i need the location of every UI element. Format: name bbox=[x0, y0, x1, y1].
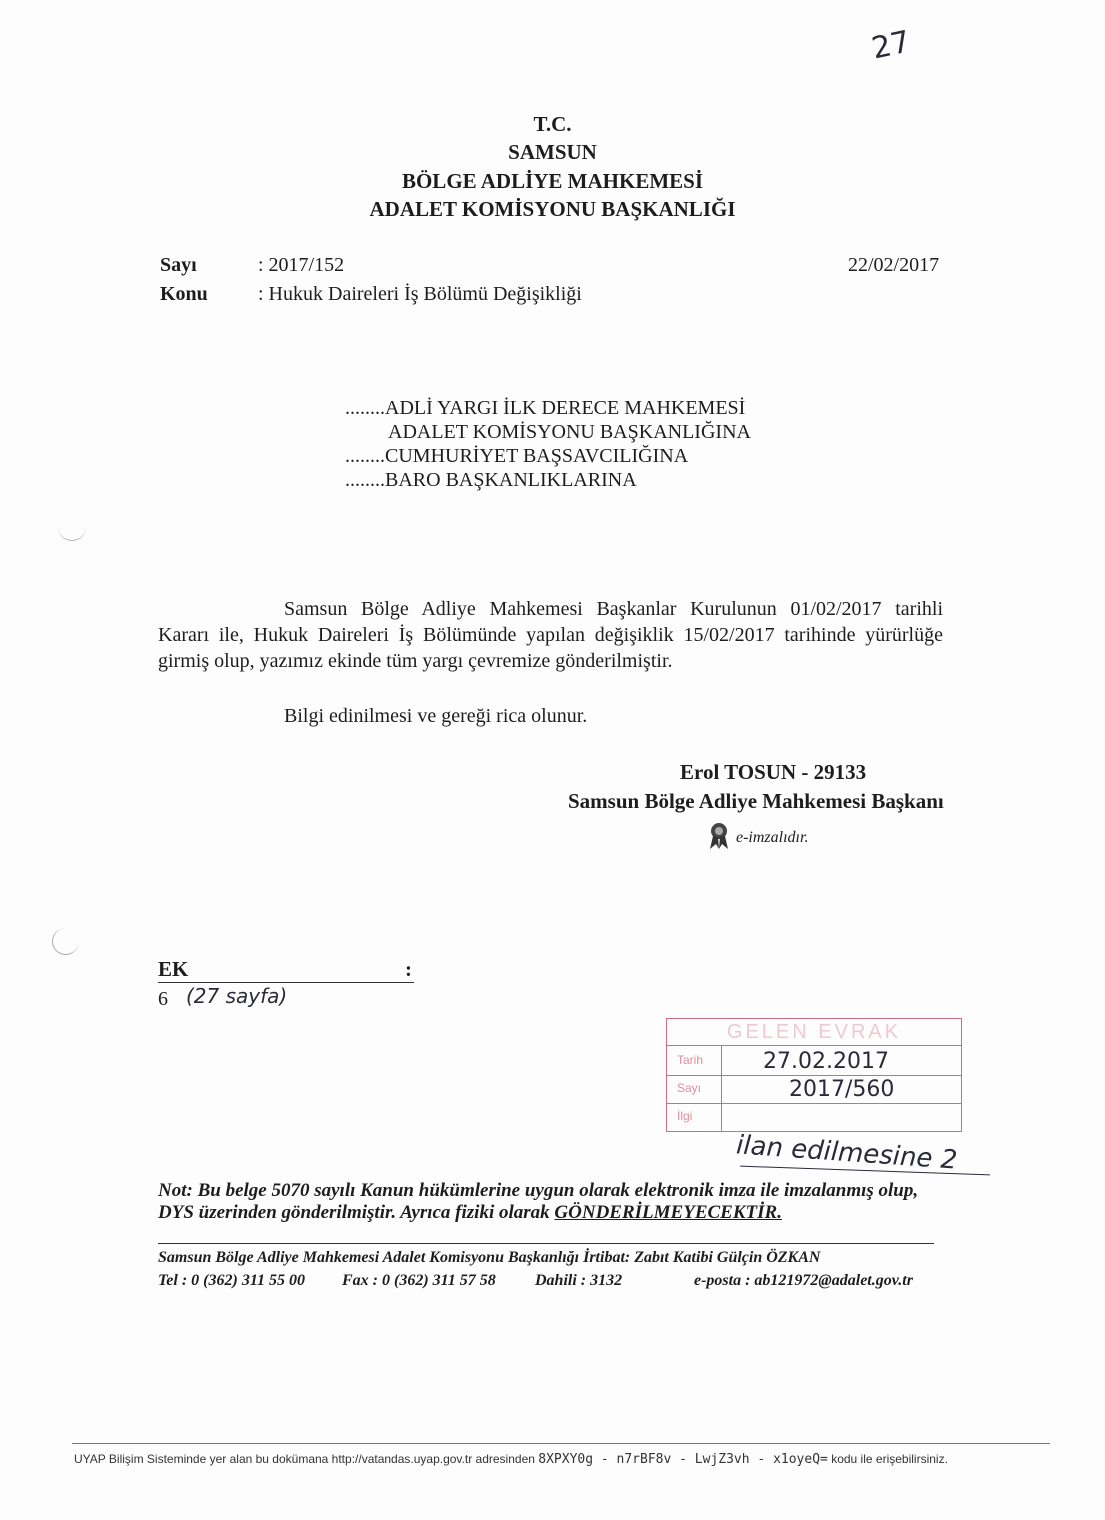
contact-tel: Tel : 0 (362) 311 55 00 bbox=[158, 1272, 305, 1289]
konu-value: : Hukuk Daireleri İş Bölümü Değişikliği bbox=[258, 283, 582, 305]
attachment-rule bbox=[158, 982, 414, 983]
legal-note-text: DYS üzerinden gönderilmiştir. Ayrıca fiziki olarak bbox=[158, 1202, 555, 1223]
punch-hole-mark bbox=[52, 928, 79, 955]
stamp-title: GELEN EVRAK bbox=[726, 1021, 902, 1043]
contact-email: e-posta : ab121972@adalet.gov.tr bbox=[694, 1272, 913, 1289]
konu-label: Konu bbox=[160, 283, 208, 305]
header-city: SAMSUN bbox=[508, 140, 597, 164]
body-line: Samsun Bölge Adliye Mahkemesi Başkanlar Kurulunun 01/02/2017 tarihli bbox=[284, 598, 943, 620]
handwritten-margin-note: ilan edilmesine 2 bbox=[735, 1130, 959, 1176]
signer-title: Samsun Bölge Adliye Mahkemesi Başkanı bbox=[568, 789, 944, 813]
punch-hole-mark bbox=[58, 524, 86, 541]
recipient-line: ........CUMHURİYET BAŞSAVCILIĞINA bbox=[345, 445, 689, 467]
body-paragraph bbox=[158, 596, 943, 674]
recipient-line: ADALET KOMİSYONU BAŞKANLIĞINA bbox=[388, 421, 751, 443]
legal-note-line1: Not: Bu belge 5070 sayılı Kanun hükümlerine uygun olarak elektronik imza ile imzalanmış olup, bbox=[158, 1180, 919, 1201]
header-court: BÖLGE ADLİYE MAHKEMESİ bbox=[401, 169, 704, 193]
recipient-line: ........ADLİ YARGI İLK DERECE MAHKEMESİ bbox=[345, 397, 746, 419]
contact-fax: Fax : 0 (362) 311 57 58 bbox=[342, 1272, 496, 1289]
contact-rule bbox=[158, 1243, 934, 1244]
contact-dahili: Dahili : 3132 bbox=[535, 1272, 623, 1289]
footer-rule bbox=[72, 1443, 1050, 1444]
footer-prefix: UYAP Bilişim Sisteminde yer alan bu dokümana http://vatandas.uyap.gov.tr adresinden bbox=[74, 1452, 535, 1466]
sayi-label: Sayı bbox=[160, 254, 197, 276]
signer-name: Erol TOSUN - 29133 bbox=[680, 760, 867, 784]
stamp-tarih-label: Tarih bbox=[677, 1053, 704, 1067]
attachment-colon: : bbox=[405, 957, 412, 981]
stamp-ilgi-label: İlgi bbox=[677, 1109, 693, 1123]
stamp-sayi-value: 2017/560 bbox=[789, 1077, 895, 1102]
contact-line: Samsun Bölge Adliye Mahkemesi Adalet Komisyonu Başkanlığı İrtibat: Zabıt Katibi Gülçin ÖZKAN bbox=[158, 1249, 821, 1266]
footer-access-code: 8XPXY0g - n7rBF8v - LwjZ3vh - x1oyeQ= bbox=[538, 1452, 828, 1467]
header-tc: T.C. bbox=[533, 112, 572, 136]
attachment-label: EK bbox=[158, 957, 189, 981]
closing-sentence: Bilgi edinilmesi ve gereği rica olunur. bbox=[284, 705, 588, 727]
body-line: girmiş olup, yazımız ekinde tüm yargı çevremize gönderilmiştir. bbox=[158, 650, 673, 672]
uyap-footer bbox=[74, 1452, 948, 1467]
attachment-handwritten-note: (27 sayfa) bbox=[186, 984, 288, 1008]
esign-text: e-imzalıdır. bbox=[736, 829, 809, 846]
footer-suffix: kodu ile erişebilirsiniz. bbox=[831, 1452, 948, 1466]
header-commission: ADALET KOMİSYONU BAŞKANLIĞI bbox=[369, 197, 736, 221]
body-line: Kararı ile, Hukuk Daireleri İş Bölümünde yapılan değişiklik 15/02/2017 tarihinde yürürlüğe bbox=[158, 624, 943, 646]
stamp-sayi-label: Sayı bbox=[677, 1081, 702, 1095]
legal-note-line2 bbox=[158, 1202, 782, 1224]
sayi-value: : 2017/152 bbox=[258, 254, 345, 276]
esign-seal-icon bbox=[706, 820, 732, 855]
attachment-count: 6 bbox=[158, 988, 168, 1010]
recipient-line: ........BARO BAŞKANLIKLARINA bbox=[345, 469, 637, 491]
legal-note-emphasis: GÖNDERİLMEYECEKTİR. bbox=[554, 1202, 782, 1223]
stamp-tarih-value: 27.02.2017 bbox=[763, 1049, 889, 1074]
handwritten-page-number: 27 bbox=[868, 24, 914, 67]
document-date: 22/02/2017 bbox=[848, 254, 940, 276]
incoming-document-stamp bbox=[666, 1018, 962, 1132]
